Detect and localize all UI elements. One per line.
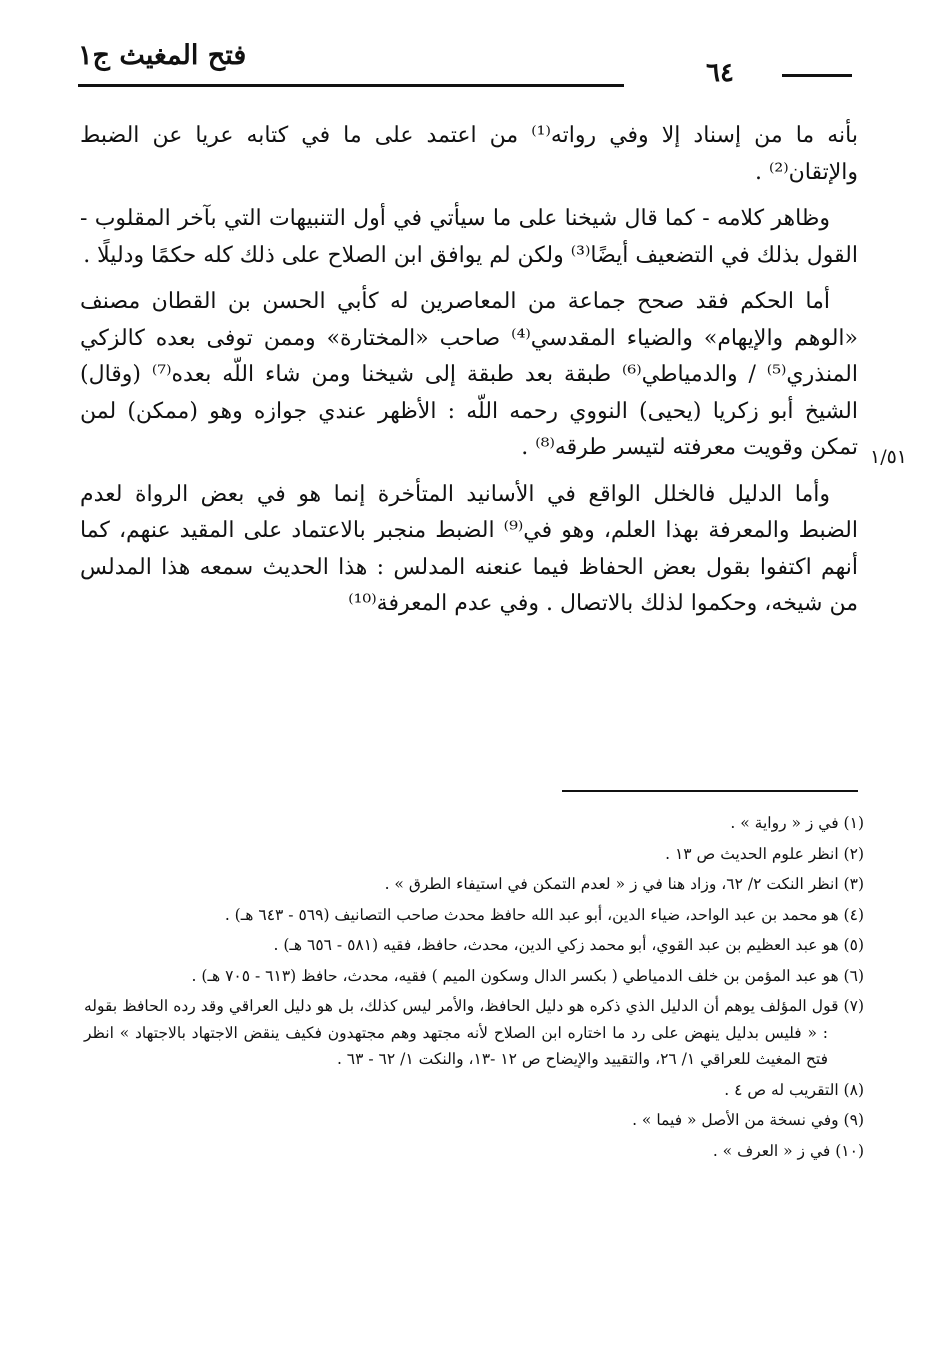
footnote: (٢) انظر علوم الحديث ص ١٣ .	[665, 844, 864, 863]
footnote: (٧) قول المؤلف يوهم أن الدليل الذي ذكره هو دليل الحافظ، والأمر ليس كذلك، بل هو دليل العراقي وقد رده الحافظ بقوله : « فليس بدليل ينهض على رد ما اختاره ابن الصلاح لأنه مجتهد وهم مجتهدون فكيف ينقض الاجتهاد بالاجتهاد » انظر فتح المغيث للعراقي ١/ ٢٦، والتقييد والإيضاح ص ١٢ -١٣، والنكت ١/ ٦٢ - ٦٣ .	[84, 997, 864, 1068]
running-header	[78, 40, 858, 100]
footnote: (٩) وفي نسخة من الأصل « فيما » .	[632, 1111, 864, 1129]
footnote: (١) في ز « رواية » .	[730, 814, 864, 832]
footnotes	[84, 810, 864, 1168]
footnote: (٤) هو محمد بن عبد الواحد، ضياء الدين، أبو عبد الله حافظ محدث صاحب التصانيف (٥٦٩ - ٦٤٣ هـ) .	[224, 905, 864, 924]
footnote: (٣) انظر النكت ٢/ ٦٢، وزاد هنا في ز « لعدم التمكن في استيفاء الطرق » .	[384, 875, 864, 893]
header-rule-short	[782, 74, 852, 77]
footnote: (٥) هو عبد العظيم بن عبد القوي، أبو محمد زكي الدين، محدث، حافظ، فقيه (٥٨١ - ٦٥٦ هـ) .	[273, 936, 864, 954]
page-number: ٦٤	[706, 58, 734, 88]
footnote-separator	[562, 790, 858, 792]
book-title: فتح المغيث ج١	[78, 40, 247, 71]
paragraph: أما الحكم فقد صحح جماعة من المعاصرين له كأبي الحسن بن القطان مصنف «الوهم والإيهام» والضياء المقدسي⁽⁴⁾ صاحب «المختارة» وممن توفى بعده كالزكي المنذري⁽⁵⁾ / والدمياطي⁽⁶⁾ طبقة بعد طبقة إلى شيخنا ومن شاء اللّه بعده⁽⁷⁾ (وقال) الشيخ أبو زكريا (يحيى) النووي رحمه اللّه : الأظهر عندي جوازه وهو (ممكن) لمن تمكن وقويت معرفته لتيسر طرقه⁽⁸⁾ .	[80, 289, 858, 460]
paragraph: بأنه ما من إسناد إلا وفي رواته⁽¹⁾ من اعتمد على ما في كتابه عريا عن الضبط والإتقان⁽²⁾ .	[80, 123, 858, 185]
main-text	[80, 118, 858, 633]
paragraph: وظاهر كلامه - كما قال شيخنا على ما سيأتي في أول التنبيهات التي بآخر المقلوب - القول بذلك في التضعيف أيضًا⁽³⁾ ولكن لم يوافق ابن الصلاح على ذلك كله حكمًا ودليلًا .	[80, 206, 858, 268]
paragraph: وأما الدليل فالخلل الواقع في الأسانيد المتأخرة إنما هو في بعض الرواة لعدم الضبط والمعرفة بهذا العلم، وهو في⁽⁹⁾ الضبط منجبر بالاعتماد على المقيد عنهم، كما أنهم اكتفوا بقول بعض الحفاظ فيما عنعنه المدلس : هذا الحديث سمعه هذا المدلس من شيخه، وحكموا لذلك بالاتصال . وفي عدم المعرفة⁽¹⁰⁾	[80, 481, 858, 616]
manuscript-folio-marker: ١/٥١	[870, 446, 908, 468]
footnote: (١٠) في ز « العرف » .	[712, 1141, 864, 1160]
header-rule	[78, 84, 624, 87]
footnote: (٨) التقريب له ص ٤ .	[724, 1080, 864, 1099]
footnote: (٦) هو عبد المؤمن بن خلف الدمياطي ( بكسر الدال وسكون الميم ) فقيه، محدث، حافظ (٦١٣ - ٧٠٥ هـ) .	[191, 966, 864, 985]
